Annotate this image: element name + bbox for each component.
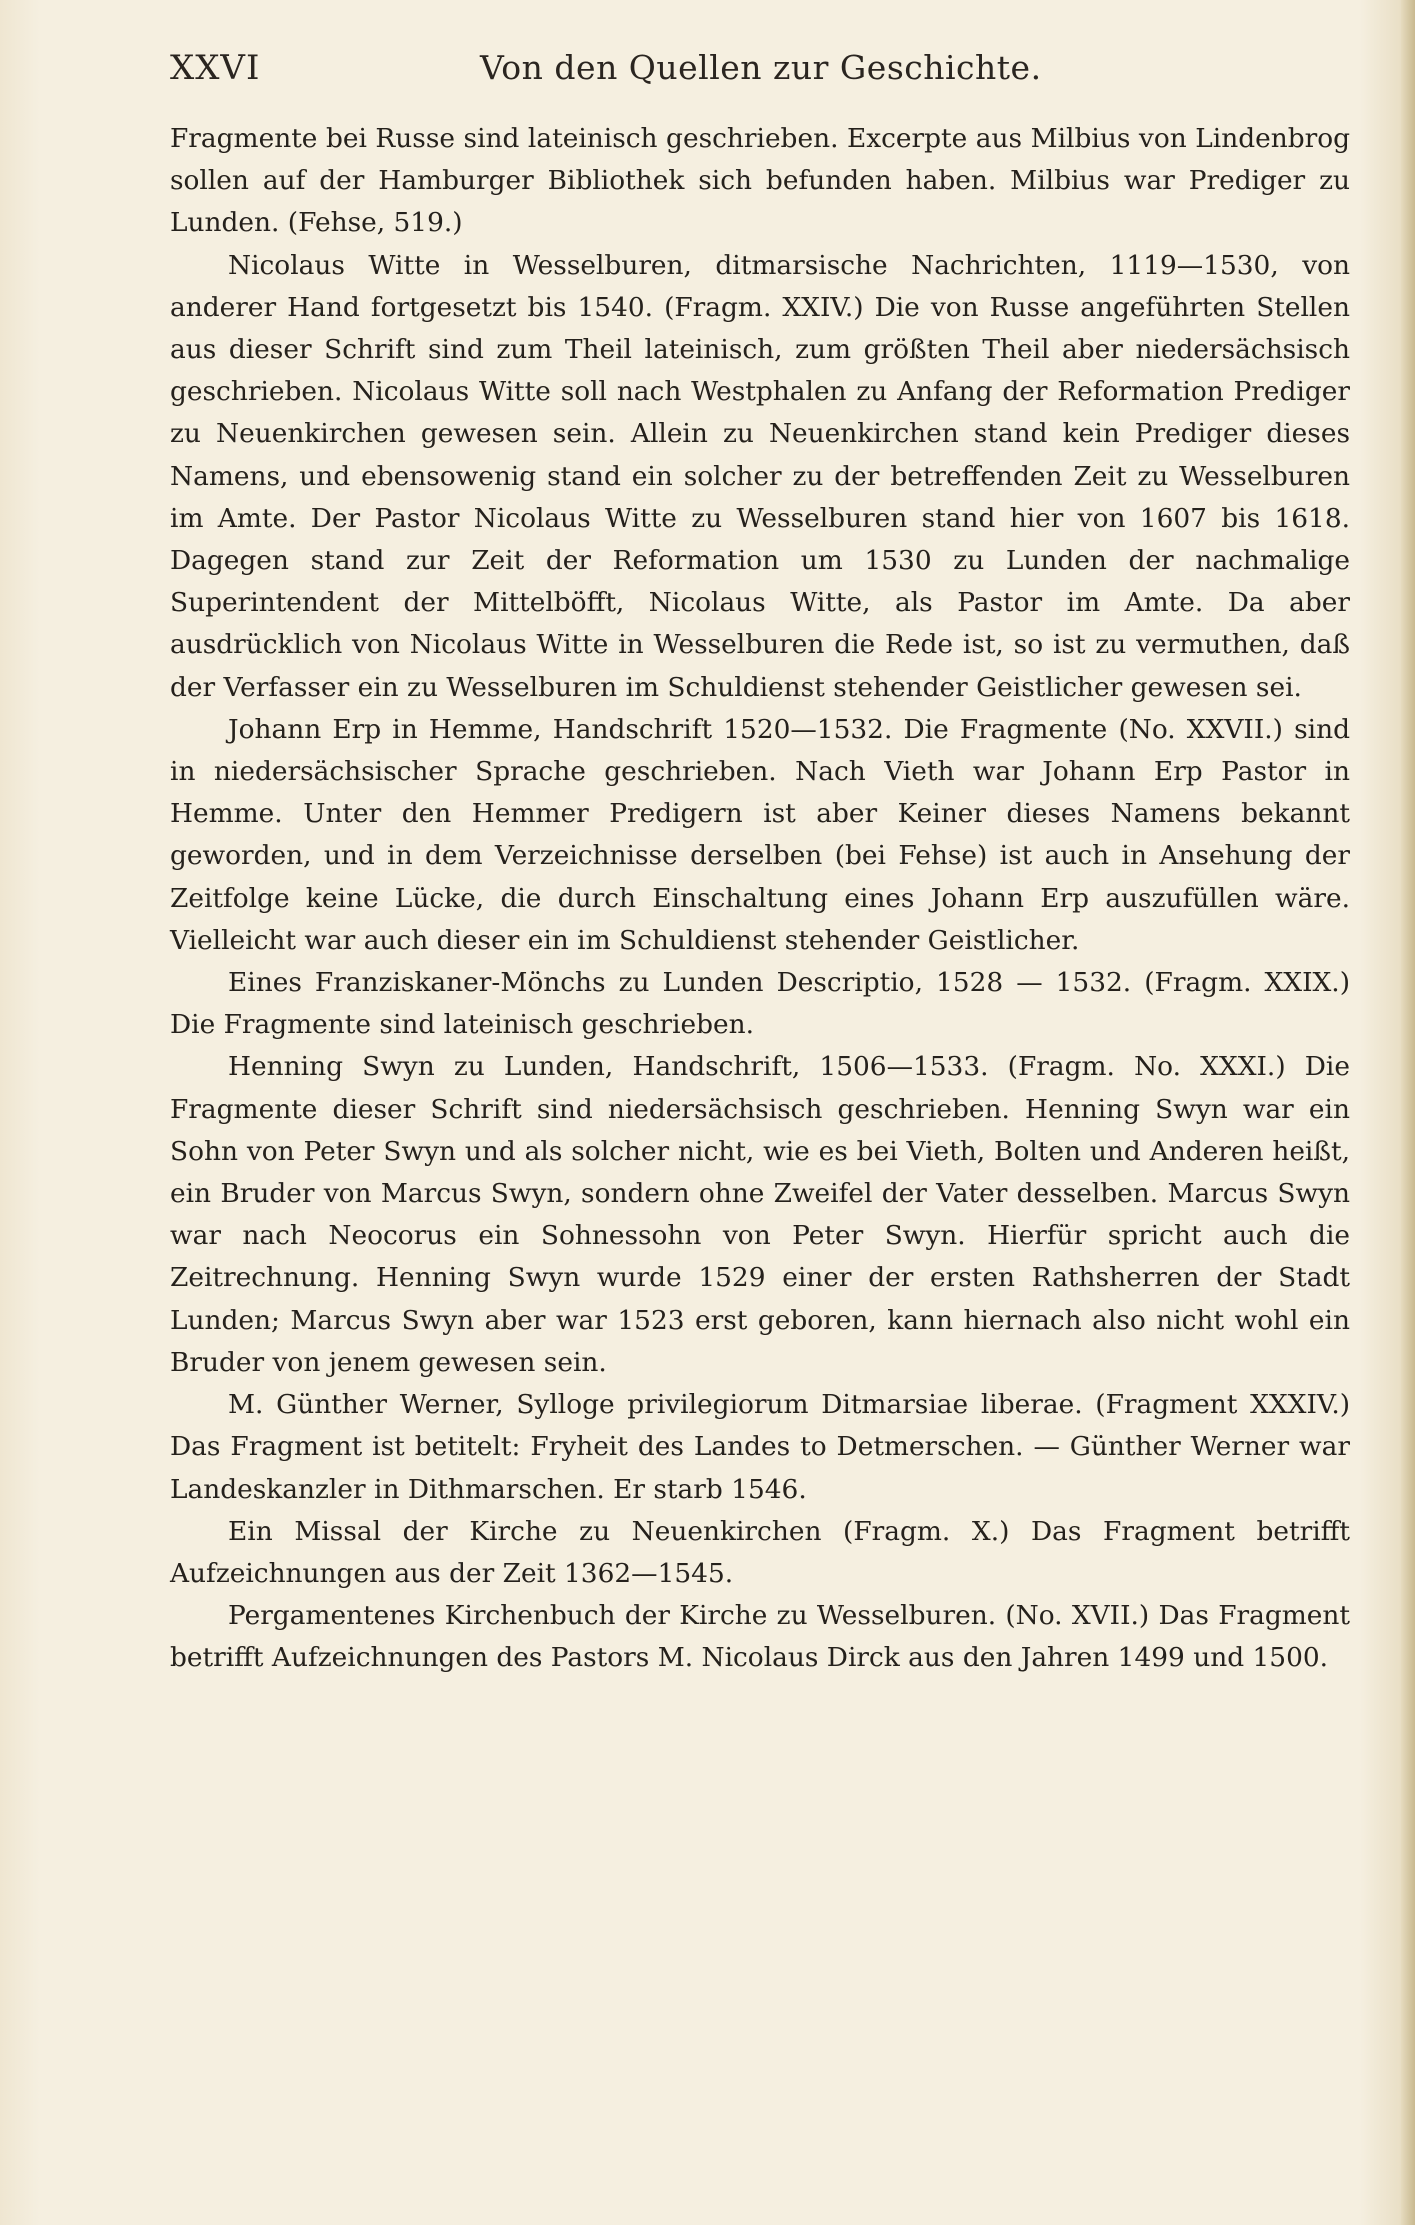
paragraph-franziskaner-moench: Eines Franziskaner-Mönchs zu Lunden Descriptio, 1528 — 1532. (Fragm. XXIX.) Die Fragmente sind lateinisch geschrieben. — [170, 967, 1350, 1041]
paragraph-henning-swyn: Henning Swyn zu Lunden, Handschrift, 1506—1533. (Fragm. No. XXXI.) Die Fragmente dieser Schrift sind niedersächsisch geschrieben. Henning Swyn war ein Sohn von Peter Swyn und als solcher nicht, wie es bei Vieth, Bolten und Anderen heißt, ein Bruder von Marcus Swyn, sondern ohne Zweifel der Vater desselben. Marcus Swyn war nach Neocorus ein Sohnessohn von Peter Swyn. Hierfür spricht auch die Zeitrechnung. Henning Swyn wurde 1529 einer der ersten Rathsherren der Stadt Lunden; Marcus Swyn aber war 1523 erst geboren, kann hiernach also nicht wohl ein Bruder von jenem gewesen sein. — [170, 1051, 1350, 1378]
page-edge-shadow — [1401, 0, 1415, 2225]
paragraph-nicolaus-witte: Nicolaus Witte in Wesselburen, ditmarsische Nachrichten, 1119—1530, von anderer Hand fortgesetzt bis 1540. (Fragm. XXIV.) Die von Russe angeführten Stellen aus dieser Schrift sind zum Theil lateinisch, zum größten Theil aber niedersächsisch geschrieben. Nicolaus Witte soll nach Westphalen zu Anfang der Reformation Prediger zu Neuenkirchen gewesen sein. Allein zu Neuenkirchen stand kein Prediger dieses Namens, und ebensowenig stand ein solcher zu der betreffenden Zeit zu Wesselburen im Amte. Der Pastor Nicolaus Witte zu Wesselburen stand hier von 1607 bis 1618. Dagegen stand zur Zeit der Reformation um 1530 zu Lunden der nachmalige Superintendent der Mittelböfft, Nicolaus Witte, als Pastor im Amte. Da aber ausdrücklich von Nicolaus Witte in Wesselburen die Rede ist, so ist zu vermuthen, daß der Verfasser ein zu Wesselburen im Schuldienst stehender Geistlicher gewesen sei. — [170, 249, 1350, 703]
running-title: Von den Quellen zur Geschichte. — [480, 48, 1042, 87]
paragraph-kirchenbuch-wesselburen: Pergamentenes Kirchenbuch der Kirche zu Wesselburen. (No. XVII.) Das Fragment betrifft Aufzeichnungen des Pastors M. Nicolaus Dirck aus den Jahren 1499 und 1500. — [170, 1600, 1350, 1674]
page-number: XXVI — [170, 48, 261, 88]
body-text — [170, 118, 1350, 1680]
paragraph-fragmente-russe: Fragmente bei Russe sind lateinisch geschrieben. Excerpte aus Milbius von Lindenbrog sollen auf der Hamburger Bibliothek sich befunden haben. Milbius war Prediger zu Lunden. (Fehse, 519.) — [170, 123, 1350, 239]
paragraph-johann-erp: Johann Erp in Hemme, Handschrift 1520—1532. Die Fragmente (No. XXVII.) sind in niedersächsischer Sprache geschrieben. Nach Vieth war Johann Erp Pastor in Hemme. Unter den Hemmer Predigern ist aber Keiner dieses Namens bekannt geworden, und in dem Verzeichnisse derselben (bei Fehse) ist auch in Ansehung der Zeitfolge keine Lücke, die durch Einschaltung eines Johann Erp auszufüllen wäre. Vielleicht war auch dieser ein im Schuldienst stehender Geistlicher. — [170, 713, 1350, 956]
page-header — [170, 40, 1350, 100]
paragraph-missal-neuenkirchen: Ein Missal der Kirche zu Neuenkirchen (Fragm. X.) Das Fragment betrifft Aufzeichnungen aus der Zeit 1362—1545. — [170, 1515, 1350, 1589]
paragraph-guenther-werner: M. Günther Werner, Sylloge privilegiorum Ditmarsiae liberae. (Fragment XXXIV.) Das Fragment ist betitelt: Fryheit des Landes to Detmerschen. — Günther Werner war Landeskanzler in Dithmarschen. Er starb 1546. — [170, 1389, 1350, 1505]
